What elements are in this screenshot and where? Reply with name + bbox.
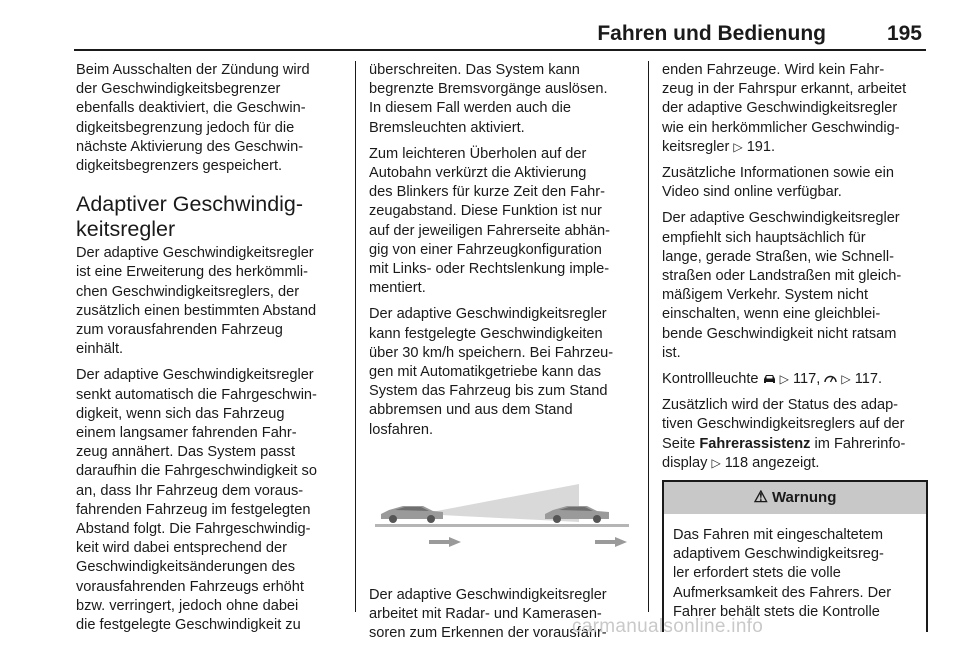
header-title: Fahren und Bedienung [597, 22, 826, 45]
text-line: mentiert. [369, 280, 426, 297]
page-ref-arrow-icon: ▷ [841, 372, 851, 387]
column-1 [76, 61, 342, 642]
text-line: arbeitet mit Radar- und Kamerasen- [369, 606, 602, 623]
text-line: senkt automatisch die Fahrgeschwin- [76, 386, 317, 403]
page-ref-link[interactable]: 191. [746, 138, 776, 155]
column-divider-1 [355, 61, 356, 612]
text-line [662, 435, 928, 454]
text-line: Zusätzlich wird der Status des adap- [662, 397, 899, 414]
text-line: Abstand folgt. Die Fahrgeschwindig- [76, 521, 311, 538]
text-line: an, dass Ihr Fahrzeug dem voraus- [76, 482, 304, 499]
paragraph [662, 396, 928, 473]
text-line: einhält. [76, 341, 124, 358]
paragraph [369, 61, 635, 138]
page-header [74, 22, 926, 48]
kontroll-label: Kontrollleuchte [662, 371, 759, 388]
text-line: begrenzte Bremsvorgänge auslösen. [369, 81, 608, 98]
paragraph [662, 61, 928, 157]
text-line: der Geschwindigkeitsbegrenzer [76, 81, 281, 98]
text-line: Der adaptive Geschwindigkeitsregler [369, 306, 607, 323]
warning-triangle-icon: ⚠ [753, 489, 768, 507]
text-line: Fahrer behält stets die Kontrolle [673, 603, 880, 620]
text-line: keit wird dabei entsprechend der [76, 540, 287, 557]
kontroll-paragraph [662, 370, 928, 389]
text-line: des Blinkers für kurze Zeit den Fahr- [369, 184, 606, 201]
text-line: empfiehlt sich hauptsächlich für [662, 229, 866, 246]
text-line: Der adaptive Geschwindigkeitsregler [76, 367, 314, 384]
text-line: tiven Geschwindigkeitsreglers auf der [662, 416, 905, 433]
text-fragment: Seite [662, 435, 696, 452]
text-line: Der adaptive Geschwindigkeitsregler [76, 245, 314, 262]
arrow-right [595, 537, 627, 547]
text-line: digkeit, wenn sich das Fahrzeug [76, 405, 285, 422]
heading-line: keitsregler [76, 217, 176, 242]
text-fragment: keitsregler [662, 138, 730, 155]
text-line: straßen oder Landstraßen mit gleich- [662, 268, 902, 285]
text-line: gig von einer Fahrzeugkonfiguration [369, 241, 602, 258]
text-line: die festgelegte Geschwindigkeit zu [76, 617, 301, 634]
text-line: zeug in der Fahrspur erkannt, arbeitet [662, 81, 907, 98]
text-line: einem langsamer fahrenden Fahr- [76, 425, 297, 442]
intro-paragraph [76, 61, 342, 176]
text-line: bende Geschwindigkeit nicht ratsam [662, 325, 897, 342]
text-line: digkeitsbegrenzers gespeichert. [76, 158, 283, 175]
fahrerassistenz-term: Fahrerassistenz [699, 435, 811, 452]
text-line: adaptivem Geschwindigkeitsreg- [673, 546, 884, 563]
paragraph [76, 244, 342, 359]
text-line: zeugabstand. Diese Funktion ist nur [369, 203, 602, 220]
column-2 [369, 61, 635, 650]
text-fragment: im Fahrerinfo- [814, 435, 906, 452]
page-number: 195 [886, 22, 922, 45]
text-line: Der adaptive Geschwindigkeitsregler [662, 210, 900, 227]
text-line: abbremsen und aus dem Stand [369, 402, 573, 419]
text-line: nächste Aktivierung des Geschwin- [76, 138, 304, 155]
page-ref-link[interactable]: 118 angezeigt. [724, 454, 820, 471]
watermark: carmanualsonline.info [572, 616, 764, 637]
paragraph [369, 305, 635, 439]
page-ref-arrow-icon: ▷ [779, 372, 789, 387]
text-line: über 30 km/h speichern. Bei Fahrzeu- [369, 344, 614, 361]
text-line: Beim Ausschalten der Zündung wird [76, 62, 310, 78]
text-line: mit Links- oder Rechtslenkung imple- [369, 261, 610, 278]
column-3 [662, 61, 928, 632]
speedometer-indicator-icon [824, 373, 837, 384]
column-divider-2 [648, 61, 649, 612]
adaptive-cruise-illustration [369, 466, 631, 566]
text-line: auf der jeweiligen Fahrerseite abhän- [369, 222, 610, 239]
warning-header [664, 482, 926, 514]
text-line: Autobahn verkürzt die Aktivierung [369, 165, 587, 182]
section-heading [76, 192, 342, 242]
text-line: Bremsleuchten aktiviert. [369, 119, 525, 136]
text-line: ebenfalls deaktiviert, die Geschwin- [76, 100, 306, 117]
paragraph [369, 145, 635, 299]
text-line: Zusätzliche Informationen sowie ein [662, 165, 894, 182]
paragraph [662, 164, 928, 202]
text-line: zeug annähert. Das System passt [76, 444, 296, 461]
text-line: daraufhin die Fahrgeschwindigkeit so [76, 463, 317, 480]
text-line: Video sind online verfügbar. [662, 184, 842, 201]
car-indicator-icon [763, 373, 776, 384]
arrow-left [429, 537, 461, 547]
text-line: einschalten, wenn eine gleichblei- [662, 306, 881, 323]
page-ref-link[interactable]: 117, [792, 371, 821, 388]
text-line: Aufmerksamkeit des Fahrers. Der [673, 584, 892, 601]
text-line: zum vorausfahrenden Fahrzeug [76, 322, 283, 339]
text-line: Der adaptive Geschwindigkeitsregler [369, 586, 607, 603]
header-rule [74, 49, 926, 51]
text-line [662, 138, 928, 157]
text-line: gen mit Automatikgetriebe kann das [369, 364, 602, 381]
warning-title: Warnung [771, 489, 837, 507]
text-line: überschreiten. Das System kann [369, 62, 580, 78]
text-line: Geschwindigkeitsänderungen des [76, 559, 296, 576]
page-ref-link[interactable]: 117. [854, 371, 883, 388]
text-line [662, 454, 928, 473]
own-car [381, 506, 443, 523]
heading-line: Adaptiver Geschwindig- [76, 192, 304, 217]
text-line [662, 370, 928, 389]
text-line: digkeitsbegrenzung jedoch für die [76, 119, 295, 136]
text-line: lange, gerade Straßen, wie Schnell- [662, 248, 895, 265]
text-line: System das Fahrzeug bis zum Stand [369, 383, 608, 400]
paragraph [76, 366, 342, 635]
warning-body [664, 514, 926, 622]
text-line: losfahren. [369, 421, 434, 438]
text-line: In diesem Fall werden auch die [369, 100, 571, 117]
warning-box [662, 480, 928, 632]
text-line: Zum leichteren Überholen auf der [369, 145, 587, 162]
text-line: soren zum Erkennen der vorausfahr- [369, 625, 607, 642]
text-line: ist. [662, 344, 681, 361]
page-ref-arrow-icon: ▷ [733, 139, 743, 154]
text-line: ler erfordert stets die volle [673, 565, 841, 582]
paragraph [662, 209, 928, 363]
text-line: chen Geschwindigkeitsreglers, der [76, 283, 300, 300]
text-line: wie ein herkömmlicher Geschwindig- [662, 119, 900, 136]
text-line: fahrenden Fahrzeug im festgelegten [76, 501, 311, 518]
text-fragment: display [662, 454, 708, 471]
text-line: zusätzlich einen bestimmten Abstand [76, 302, 317, 319]
text-line: enden Fahrzeuge. Wird kein Fahr- [662, 62, 885, 78]
text-line: bzw. verringert, jedoch ohne dabei [76, 597, 299, 614]
text-line: Das Fahren mit eingeschaltetem [673, 527, 884, 544]
road-line [375, 524, 629, 527]
page-ref-arrow-icon: ▷ [711, 455, 721, 470]
text-line: vorausfahrenden Fahrzeugs erhöht [76, 578, 304, 595]
text-line: der adaptive Geschwindigkeitsregler [662, 100, 898, 117]
text-line: mäßigem Verkehr. System nicht [662, 287, 869, 304]
text-line: ist eine Erweiterung des herkömmli- [76, 264, 308, 281]
text-line: kann festgelegte Geschwindigkeiten [369, 325, 603, 342]
